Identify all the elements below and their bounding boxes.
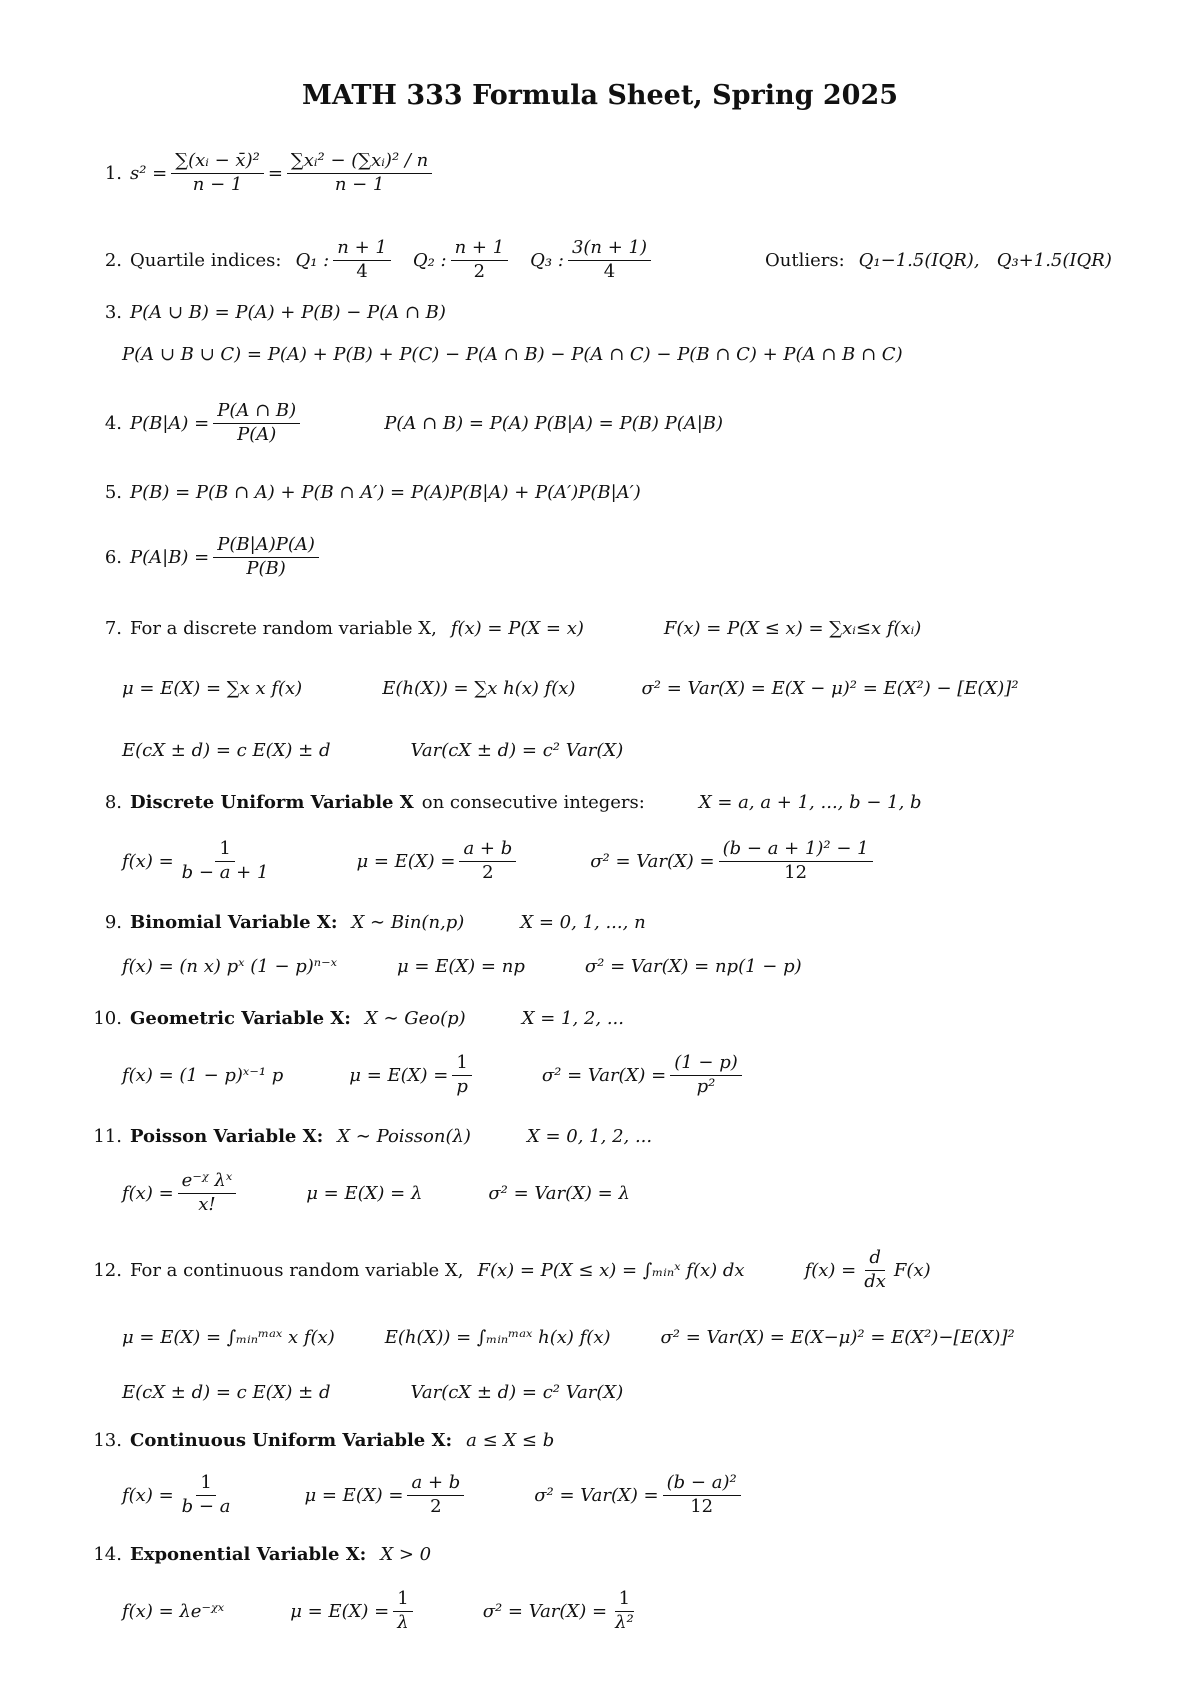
discrete-uniform-support: X = a, a + 1, ..., b − 1, b [698,791,922,813]
binomial-pmf: f(x) = (n x) pˣ (1 − p)ⁿ⁻ˣ [122,955,337,977]
du-variance-fraction [719,839,873,883]
variance-fraction-1 [171,151,264,195]
formula-11b [122,1162,1140,1224]
formula-3b [122,334,1140,374]
continuous-pdf-rhs: F(x) [893,1259,931,1281]
cu-mean-lhs: μ = E(X) = [304,1484,404,1506]
discrete-label: For a discrete random variable X, [130,617,437,639]
denominator: P(A) [237,423,277,445]
discrete-uniform-label: Discrete Uniform Variable X [130,791,414,813]
bayes-fraction [213,535,319,579]
denominator: 4 [356,260,368,282]
exponential-pdf: f(x) = λe⁻ᵡˣ [122,1600,225,1622]
numerator: ∑(xᵢ − x̄)² [171,151,264,174]
continuous-cdf: F(x) = P(X ≤ x) = ∫ₘᵢₙˣ f(x) dx [477,1259,745,1281]
formula-3 [86,292,1140,332]
denominator: P(B) [246,557,286,579]
continuous-expectation-h: E(h(X)) = ∫ₘᵢₙᵐᵃˣ h(x) f(x) [384,1326,611,1348]
numerator: (1 − p) [670,1053,742,1076]
denominator: b − a [181,1495,231,1517]
numerator: 1 [615,1589,634,1612]
poisson-label: Poisson Variable X: [130,1125,324,1147]
continuous-mean: μ = E(X) = ∫ₘᵢₙᵐᵃˣ x f(x) [122,1326,335,1348]
formula-2 [86,232,1140,288]
formula-13b [122,1464,1140,1526]
numerator: ∑xᵢ² − (∑xᵢ)² / n [287,151,432,174]
q1-fraction [333,238,391,282]
denominator: 2 [430,1495,442,1517]
denominator: 2 [473,260,486,282]
formula-5 [86,472,1140,512]
formula-14 [86,1534,1140,1574]
geometric-dist: X ∼ Geo(p) [364,1007,466,1029]
denominator: dx [864,1270,886,1292]
poisson-variance: σ² = Var(X) = λ [488,1182,630,1204]
quartile-label: Quartile indices: [130,249,282,271]
poisson-pmf-lhs: f(x) = [122,1182,174,1204]
numerator: 1 [452,1053,471,1076]
geometric-pmf: f(x) = (1 − p)ˣ⁻¹ p [122,1064,284,1086]
outliers-expression: Q₁−1.5(IQR), Q₃+1.5(IQR) [858,249,1112,271]
item-number: 10. [93,1007,122,1029]
geometric-variance-fraction [670,1053,742,1097]
variance-fraction-2 [287,151,432,195]
denominator: p² [696,1075,716,1097]
numerator: n + 1 [451,238,509,261]
q3-label: Q₃ : [530,249,564,271]
outliers-label: Outliers: [765,249,845,271]
continuous-variance: σ² = Var(X) = E(X−μ)² = E(X²)−[E(X)]² [660,1326,1015,1348]
formula-12 [86,1240,1140,1300]
denominator: 12 [690,1495,714,1517]
item-number: 14. [93,1543,122,1565]
poisson-support: X = 0, 1, 2, ... [526,1125,653,1147]
numerator: 1 [196,1473,215,1496]
denominator: x! [198,1193,216,1215]
discrete-uniform-note: on consecutive integers: [421,791,645,813]
formula-12c [122,1372,1140,1412]
bayes-lhs: P(A|B) = [130,546,210,568]
formula-1 [86,138,1140,208]
q3-fraction [568,238,651,282]
conditional-lhs: P(B|A) = [130,412,210,434]
item-number: 5. [104,481,122,503]
formula-10 [86,998,1140,1038]
formula-9 [86,902,1140,942]
denominator: n − 1 [192,173,243,195]
discrete-linear-mean: E(cX ± d) = c E(X) ± d [122,739,331,761]
total-probability: P(B) = P(B ∩ A) + P(B ∩ A′) = P(A)P(B|A) + P(A′)P(B|A′) [130,481,641,503]
du-pmf-lhs: f(x) = [122,850,174,872]
binomial-variance: σ² = Var(X) = np(1 − p) [584,955,802,977]
numerator: a + b [407,1473,464,1496]
item-number: 9. [104,911,122,933]
denominator: b − a + 1 [181,861,269,883]
binomial-dist: X ∼ Bin(n,p) [351,911,465,933]
du-pmf-fraction [178,839,273,883]
denominator: p [456,1075,468,1097]
formula-7c [122,730,1140,770]
formula-14b [122,1580,1140,1642]
du-mean-lhs: μ = E(X) = [356,850,456,872]
denominator: 4 [603,260,616,282]
derivative-fraction [860,1248,890,1292]
equals: = [267,162,283,184]
numerator: n + 1 [333,238,391,261]
numerator: 1 [393,1589,412,1612]
formula-10b [122,1044,1140,1106]
multiplication-rule: P(A ∩ B) = P(A) P(B|A) = P(B) P(A|B) [384,412,724,434]
union-three-events: P(A ∪ B ∪ C) = P(A) + P(B) + P(C) − P(A ∩ B) − P(A ∩ C) − P(B ∩ C) + P(A ∩ B ∩ C) [122,343,903,365]
item-number: 6. [104,546,122,568]
q2-fraction [451,238,509,282]
exponential-label: Exponential Variable X: [130,1543,367,1565]
continuous-uniform-label: Continuous Uniform Variable X: [130,1429,453,1451]
formula-4 [86,392,1140,454]
numerator: e⁻ᵡ λˣ [178,1171,237,1194]
formula-8 [86,782,1140,822]
denominator: 12 [784,861,808,883]
cu-variance-lhs: σ² = Var(X) = [534,1484,659,1506]
union-two-events: P(A ∪ B) = P(A) + P(B) − P(A ∩ B) [130,301,446,323]
formula-6 [86,526,1140,588]
poisson-mean: μ = E(X) = λ [306,1182,423,1204]
formula-9b [122,946,1140,986]
numerator: d [865,1248,885,1271]
item-number: 2. [104,249,122,271]
binomial-label: Binomial Variable X: [130,911,338,933]
denominator: 2 [482,861,494,883]
numerator: 1 [215,839,234,862]
formula-8b [122,830,1140,892]
item-number: 13. [93,1429,122,1451]
exponential-variance-lhs: σ² = Var(X) = [482,1600,608,1622]
poisson-dist: X ∼ Poisson(λ) [337,1125,471,1147]
item-number: 1. [104,162,122,184]
geometric-support: X = 1, 2, ... [521,1007,624,1029]
continuous-label: For a continuous random variable X, [130,1259,464,1281]
discrete-cdf: F(x) = P(X ≤ x) = ∑xᵢ≤x f(xᵢ) [663,617,922,639]
exponential-mean-fraction [393,1589,412,1633]
item-number: 3. [104,301,122,323]
discrete-pmf: f(x) = P(X = x) [450,617,584,639]
denominator: n − 1 [334,173,385,195]
denominator: λ [397,1611,409,1633]
geometric-mean-lhs: μ = E(X) = [349,1064,449,1086]
variance-lhs: s² = [130,162,168,184]
du-mean-fraction [459,839,516,883]
continuous-uniform-support: a ≤ X ≤ b [466,1429,555,1451]
exponential-support: X > 0 [380,1543,432,1565]
formula-13 [86,1420,1140,1460]
cu-mean-fraction [407,1473,464,1517]
cu-pdf-fraction [178,1473,235,1517]
exponential-mean-lhs: μ = E(X) = [290,1600,390,1622]
discrete-linear-variance: Var(cX ± d) = c² Var(X) [410,739,624,761]
q1-label: Q₁ : [295,249,330,271]
poisson-pmf-fraction [178,1171,237,1215]
formula-7b [122,664,1140,712]
q2-label: Q₂ : [412,249,447,271]
exponential-variance-fraction [611,1589,638,1633]
cu-pdf-lhs: f(x) = [122,1484,174,1506]
formula-12b [122,1310,1140,1364]
cu-variance-fraction [663,1473,741,1517]
numerator: (b − a + 1)² − 1 [719,839,873,862]
continuous-linear-mean: E(cX ± d) = c E(X) ± d [122,1381,331,1403]
continuous-pdf-lhs: f(x) = [804,1259,857,1281]
du-variance-lhs: σ² = Var(X) = [590,850,715,872]
numerator: P(A ∩ B) [213,401,300,424]
geometric-variance-lhs: σ² = Var(X) = [541,1064,667,1086]
page-title: MATH 333 Formula Sheet, Spring 2025 [301,80,899,111]
formula-11 [86,1116,1140,1156]
item-number: 8. [104,791,122,813]
item-number: 4. [104,412,122,434]
binomial-mean: μ = E(X) = np [396,955,525,977]
geometric-mean-fraction [452,1053,472,1097]
denominator: λ² [615,1611,634,1633]
geometric-label: Geometric Variable X: [130,1007,351,1029]
numerator: a + b [459,839,516,862]
formula-7 [86,606,1140,650]
item-number: 11. [93,1125,122,1147]
item-number: 12. [93,1259,122,1281]
numerator: P(B|A)P(A) [213,535,319,558]
conditional-fraction [213,401,300,445]
numerator: 3(n + 1) [568,238,651,261]
discrete-mean: μ = E(X) = ∑x x f(x) [122,677,303,699]
discrete-variance: σ² = Var(X) = E(X − μ)² = E(X²) − [E(X)]² [641,677,1019,699]
discrete-expectation-h: E(h(X)) = ∑x h(x) f(x) [382,677,576,699]
numerator: (b − a)² [663,1473,741,1496]
item-number: 7. [104,617,122,639]
binomial-support: X = 0, 1, ..., n [520,911,646,933]
continuous-linear-variance: Var(cX ± d) = c² Var(X) [410,1381,624,1403]
